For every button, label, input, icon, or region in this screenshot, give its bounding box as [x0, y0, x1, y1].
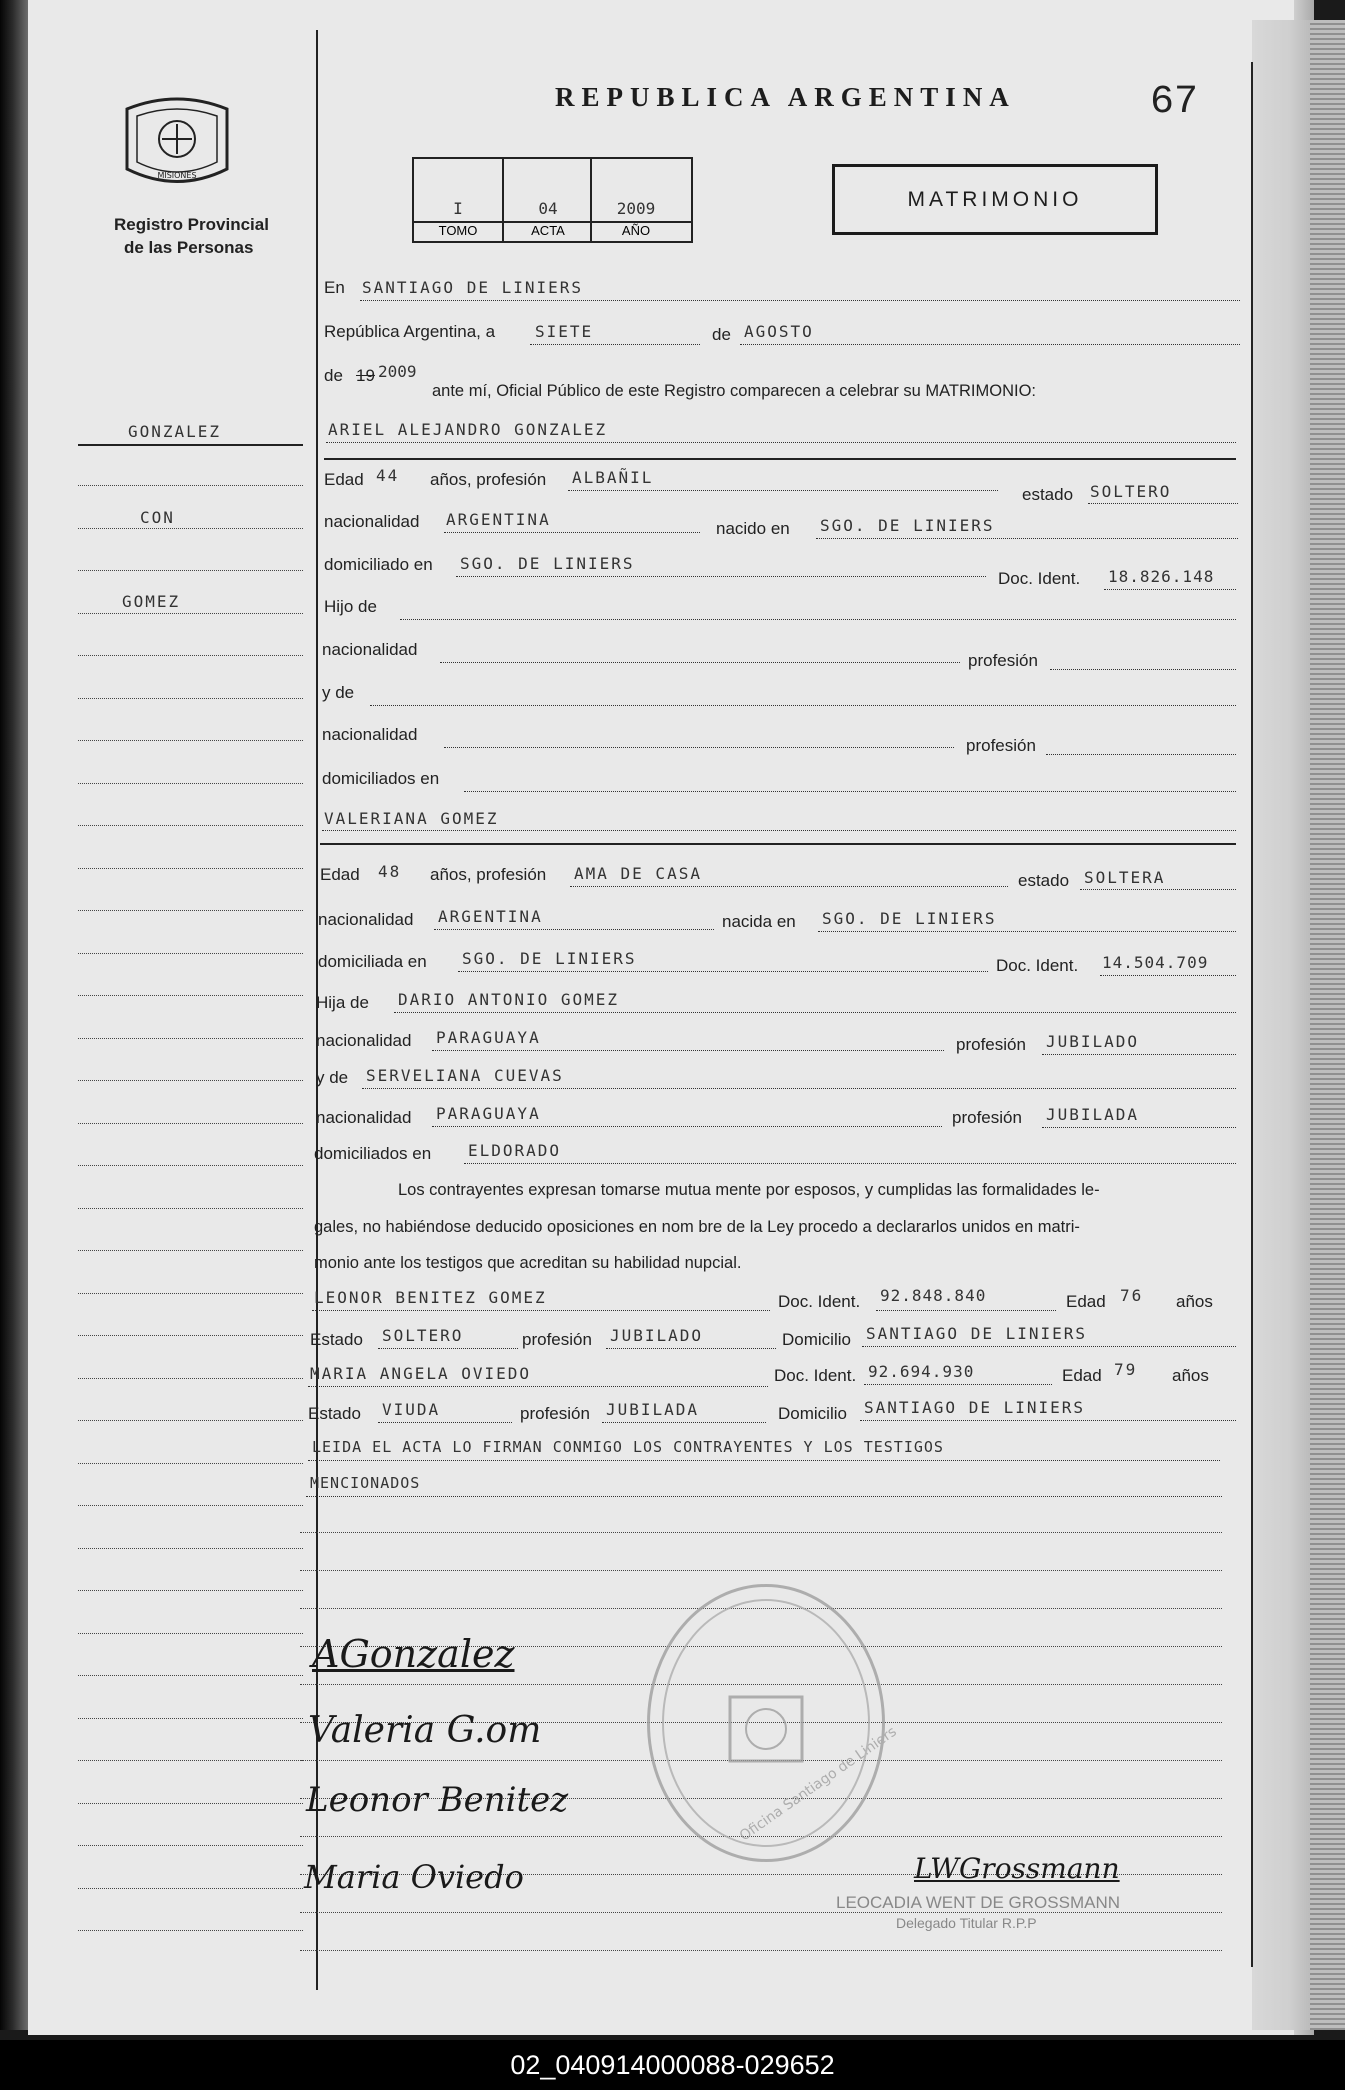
bride-name: VALERIANA GOMEZ	[324, 809, 499, 828]
witness2-domicile-line	[860, 1420, 1236, 1421]
groom-nac2-label: nacionalidad	[322, 640, 418, 659]
en-label: En	[324, 278, 345, 297]
bride-mother-prof: JUBILADA	[1046, 1105, 1140, 1124]
bride-estado-label: estado	[1018, 871, 1070, 890]
bride-age: 48	[378, 862, 402, 881]
bride-nacida-label: nacida en	[722, 912, 796, 931]
groom-profession-line	[568, 490, 998, 491]
year-struck: 19	[356, 366, 375, 385]
signature-witness1: Leonor Benitez	[306, 1780, 569, 1820]
body-rule	[300, 1532, 1222, 1533]
witness1-domicile-line	[862, 1346, 1236, 1347]
bride-anos-prof-label: años, profesión	[430, 865, 547, 884]
body-rule	[300, 1570, 1222, 1571]
witness2-profession: JUBILADA	[606, 1400, 700, 1419]
groom-name: ARIEL ALEJANDRO GONZALEZ	[328, 420, 608, 439]
official-signature: LWGrossmann	[914, 1852, 1120, 1885]
groom-dom-label: domiciliado en	[324, 555, 433, 574]
bride-edad-label: Edad	[320, 865, 360, 884]
bride-born: SGO. DE LINIERS	[822, 909, 997, 928]
bride-born-line	[818, 931, 1236, 932]
bride-nac-label: nacionalidad	[318, 910, 414, 929]
groom-born: SGO. DE LINIERS	[820, 516, 995, 535]
groom-prof3-label: profesión	[966, 736, 1036, 755]
bride-domicile-line	[458, 971, 988, 972]
record-type-label: MATRIMONIO	[907, 187, 1083, 211]
witness2-estado: VIUDA	[382, 1400, 441, 1419]
witness1-estado: SOLTERO	[382, 1326, 464, 1345]
groom-father-nat-line	[440, 662, 960, 663]
signature-bride: Valeria G.om	[308, 1710, 542, 1751]
groom-rule	[324, 458, 1236, 460]
margin-rule-solid	[78, 444, 303, 446]
witness2-edad-label: Edad	[1062, 1366, 1102, 1385]
footer-id: 02_040914000088-029652	[0, 2040, 1345, 2090]
bride-doc-label: Doc. Ident.	[996, 956, 1079, 975]
groom-doms-label: domiciliados en	[322, 769, 440, 788]
margin-con: CON	[140, 508, 175, 527]
margin-rule	[78, 1803, 303, 1804]
groom-estado-line	[1088, 503, 1238, 504]
witness1-profession: JUBILADO	[610, 1326, 704, 1345]
witness2-doc-line	[864, 1384, 1052, 1385]
margin-rule	[78, 1888, 303, 1889]
registry-logo	[117, 94, 237, 199]
declaration-line1: Los contrayentes expresan tomarse mutua mente por esposos, y cumplidas las formalidades le-	[398, 1181, 1100, 1199]
groom-father-line	[400, 619, 1236, 620]
witness2-estado-label: Estado	[308, 1404, 361, 1423]
groom-domicile-line	[456, 576, 986, 577]
margin-rule	[78, 1930, 303, 1931]
bride-nac3-label: nacionalidad	[316, 1108, 412, 1127]
margin-rule	[78, 1845, 303, 1846]
margin-rule	[78, 655, 303, 656]
republica-label: República Argentina, a	[324, 322, 496, 341]
groom-mother-prof-line	[1046, 754, 1236, 755]
bride-hija-label: Hija de	[316, 993, 369, 1012]
witness1-estado-label: Estado	[310, 1330, 363, 1349]
tomo-value: I	[453, 199, 463, 218]
bride-father-nat-line	[432, 1050, 944, 1051]
groom-name-line	[326, 442, 1236, 443]
bride-father-prof: JUBILADO	[1046, 1032, 1140, 1051]
bride-domicile: SGO. DE LINIERS	[462, 949, 637, 968]
margin-rule	[78, 1080, 303, 1081]
witness1-doc-label: Doc. Ident.	[778, 1292, 861, 1311]
witness2-profession-line	[602, 1422, 766, 1423]
witness2-name: MARIA ANGELA OVIEDO	[310, 1364, 532, 1383]
bride-mother-nat-line	[432, 1126, 942, 1127]
stamp-text: Oficina Santiago de Liniers	[736, 1723, 900, 1845]
declaration-line2: gales, no habiéndose deducido oposiciones en nom bre de la Ley procedo a declararlos unidos en matri-	[314, 1218, 1080, 1236]
witness1-estado-line	[378, 1348, 518, 1349]
body-rule	[300, 1950, 1222, 1951]
witness2-domicile: SANTIAGO DE LINIERS	[864, 1398, 1086, 1417]
ante-text: ante mí, Oficial Público de este Registro comparecen a celebrar su MATRIMONIO:	[432, 382, 1037, 400]
bride-mother: SERVELIANA CUEVAS	[366, 1066, 564, 1085]
bride-mother-nat: PARAGUAYA	[436, 1104, 541, 1123]
signature-groom: AGonzalez	[312, 1632, 515, 1676]
month-value: AGOSTO	[744, 322, 814, 341]
bride-prof2-label: profesión	[956, 1035, 1026, 1054]
margin-rule	[78, 1123, 303, 1124]
ano-label: AÑO	[621, 223, 651, 238]
official-stamp	[647, 1584, 900, 1862]
margin-rule	[78, 1760, 303, 1761]
witness2-anos-label: años	[1172, 1366, 1209, 1385]
groom-anos-prof-label: años, profesión	[430, 470, 547, 489]
bride-father-line	[394, 1012, 1236, 1013]
page-title: REPUBLICA ARGENTINA	[555, 82, 1016, 112]
page-number: 67	[1150, 80, 1199, 125]
de-year-prefix: de	[324, 366, 343, 385]
bride-dom-label: domiciliada en	[318, 952, 427, 971]
groom-yde-label: y de	[322, 683, 355, 702]
closing-line2-rule	[306, 1496, 1222, 1497]
margin-rule	[78, 953, 303, 954]
margin-rule	[78, 1633, 303, 1634]
groom-doc-label: Doc. Ident.	[998, 569, 1081, 588]
margin-rule	[78, 825, 303, 826]
groom-nacido-label: nacido en	[716, 519, 790, 538]
bride-mother-prof-line	[1042, 1127, 1236, 1128]
bride-yde-label: y de	[316, 1068, 349, 1087]
witness1-doc-line	[876, 1310, 1056, 1311]
closing-line2: MENCIONADOS	[310, 1474, 421, 1492]
margin-rule	[78, 1718, 303, 1719]
bride-nac2-label: nacionalidad	[316, 1031, 412, 1050]
declaration-line3: monio ante los testigos que acreditan su habilidad nupcial.	[314, 1254, 742, 1272]
de-label: de	[712, 325, 731, 344]
witness2-doc-label: Doc. Ident.	[774, 1366, 857, 1385]
closing-line1: LEIDA EL ACTA LO FIRMAN CONMIGO LOS CONTRAYENTES Y LOS TESTIGOS	[312, 1438, 944, 1456]
bride-name-line	[322, 830, 1236, 831]
witness1-prof-label: profesión	[522, 1330, 592, 1349]
record-number-grid	[412, 157, 693, 243]
official-name: LEOCADIA WENT DE GROSSMANN	[836, 1893, 1121, 1912]
witness2-estado-line	[378, 1422, 512, 1423]
margin-surname-2: GOMEZ	[122, 592, 181, 611]
groom-parents-dom-line	[464, 791, 1236, 792]
official-role: Delegado Titular R.P.P	[896, 1915, 1037, 1931]
day-line	[530, 344, 700, 345]
groom-doc-line	[1104, 589, 1236, 590]
registry-name-line2: de las Personas	[124, 238, 254, 257]
margin-rule	[78, 995, 303, 996]
day-value: SIETE	[535, 322, 594, 341]
witness1-profession-line	[606, 1348, 776, 1349]
groom-estado-label: estado	[1022, 485, 1074, 504]
margin-rule	[78, 1590, 303, 1591]
margin-rule	[78, 868, 303, 869]
margin-rule	[78, 528, 303, 529]
margin-rule	[78, 740, 303, 741]
acta-value: 04	[538, 199, 558, 218]
groom-profession: ALBAÑIL	[572, 468, 654, 487]
witness1-name: LEONOR BENITEZ GOMEZ	[314, 1288, 547, 1307]
margin-rule	[78, 613, 303, 614]
witness2-dom-label: Domicilio	[778, 1404, 847, 1423]
groom-nac3-label: nacionalidad	[322, 725, 418, 744]
groom-mother-nat-line	[444, 747, 954, 748]
witness1-anos-label: años	[1176, 1292, 1213, 1311]
bride-doc-line	[1100, 975, 1236, 976]
margin-rule	[78, 910, 303, 911]
book-binding	[0, 0, 28, 2030]
groom-age: 44	[376, 466, 400, 485]
margin-rule	[78, 1378, 303, 1379]
groom-doc: 18.826.148	[1108, 567, 1215, 586]
margin-rule	[78, 783, 303, 784]
bride-profession: AMA DE CASA	[574, 864, 702, 883]
closing-line1-rule	[308, 1460, 1220, 1461]
witness1-domicile: SANTIAGO DE LINIERS	[866, 1324, 1088, 1343]
bride-estado: SOLTERA	[1084, 868, 1166, 887]
bride-parents-dom-line	[464, 1163, 1236, 1164]
groom-domicile: SGO. DE LINIERS	[460, 554, 635, 573]
witness2-prof-label: profesión	[520, 1404, 590, 1423]
bride-father-prof-line	[1042, 1054, 1236, 1055]
witness1-edad-label: Edad	[1066, 1292, 1106, 1311]
month-line	[740, 344, 1240, 345]
bride-rule	[320, 843, 1236, 845]
margin-rule	[78, 1548, 303, 1549]
groom-nationality-line	[444, 532, 700, 533]
bride-parents-domicile: ELDORADO	[468, 1141, 562, 1160]
bride-father-nat: PARAGUAYA	[436, 1028, 541, 1047]
year-value: 2009	[378, 362, 417, 381]
ano-value: 2009	[616, 199, 656, 218]
acta-label: ACTA	[531, 223, 565, 238]
groom-hijo-label: Hijo de	[324, 597, 377, 616]
witness1-name-line	[312, 1310, 770, 1311]
groom-father-prof-line	[1050, 669, 1236, 670]
bride-nationality-line	[434, 929, 714, 930]
bride-nationality: ARGENTINA	[438, 907, 543, 926]
groom-nac-label: nacionalidad	[324, 512, 420, 531]
margin-rule	[78, 698, 303, 699]
groom-prof2-label: profesión	[968, 651, 1038, 670]
place-value: SANTIAGO DE LINIERS	[362, 278, 584, 297]
margin-rule	[78, 1505, 303, 1506]
margin-rule	[78, 1335, 303, 1336]
margin-rule	[78, 485, 303, 486]
witness2-age: 79	[1114, 1360, 1138, 1379]
margin-rule	[78, 570, 303, 571]
svg-text:MISIONES: MISIONES	[157, 171, 197, 180]
bride-profession-line	[570, 886, 1008, 887]
tomo-label: TOMO	[438, 223, 478, 238]
bride-doms-label: domiciliados en	[314, 1144, 432, 1163]
groom-edad-label: Edad	[324, 470, 364, 489]
witness2-doc: 92.694.930	[868, 1362, 975, 1381]
margin-rule	[78, 1165, 303, 1166]
margin-surname-1: GONZALEZ	[128, 422, 222, 441]
bride-prof3-label: profesión	[952, 1108, 1022, 1127]
margin-rule	[78, 1208, 303, 1209]
witness1-age: 76	[1120, 1286, 1144, 1305]
right-vertical-line	[1251, 62, 1253, 1967]
margin-rule	[78, 1420, 303, 1421]
record-type-box	[832, 164, 1158, 235]
margin-rule	[78, 1038, 303, 1039]
margin-rule	[78, 1250, 303, 1251]
signature-witness2: Maria Oviedo	[304, 1858, 524, 1896]
bride-father: DARIO ANTONIO GOMEZ	[398, 990, 620, 1009]
witness2-name-line	[308, 1386, 768, 1387]
bride-estado-line	[1080, 889, 1236, 890]
margin-rule	[78, 1463, 303, 1464]
registry-name-line1: Registro Provincial	[114, 215, 269, 234]
groom-estado: SOLTERO	[1090, 482, 1172, 501]
groom-mother-line	[370, 705, 1236, 706]
margin-rule	[78, 1293, 303, 1294]
bride-doc: 14.504.709	[1102, 953, 1209, 972]
margin-rule	[78, 1675, 303, 1676]
bride-mother-line	[362, 1088, 1236, 1089]
witness1-dom-label: Domicilio	[782, 1330, 851, 1349]
groom-nationality: ARGENTINA	[446, 510, 551, 529]
book-cover-edge	[1252, 20, 1345, 2030]
witness1-doc: 92.848.840	[880, 1286, 987, 1305]
place-line	[360, 300, 1240, 301]
groom-born-line	[816, 538, 1238, 539]
